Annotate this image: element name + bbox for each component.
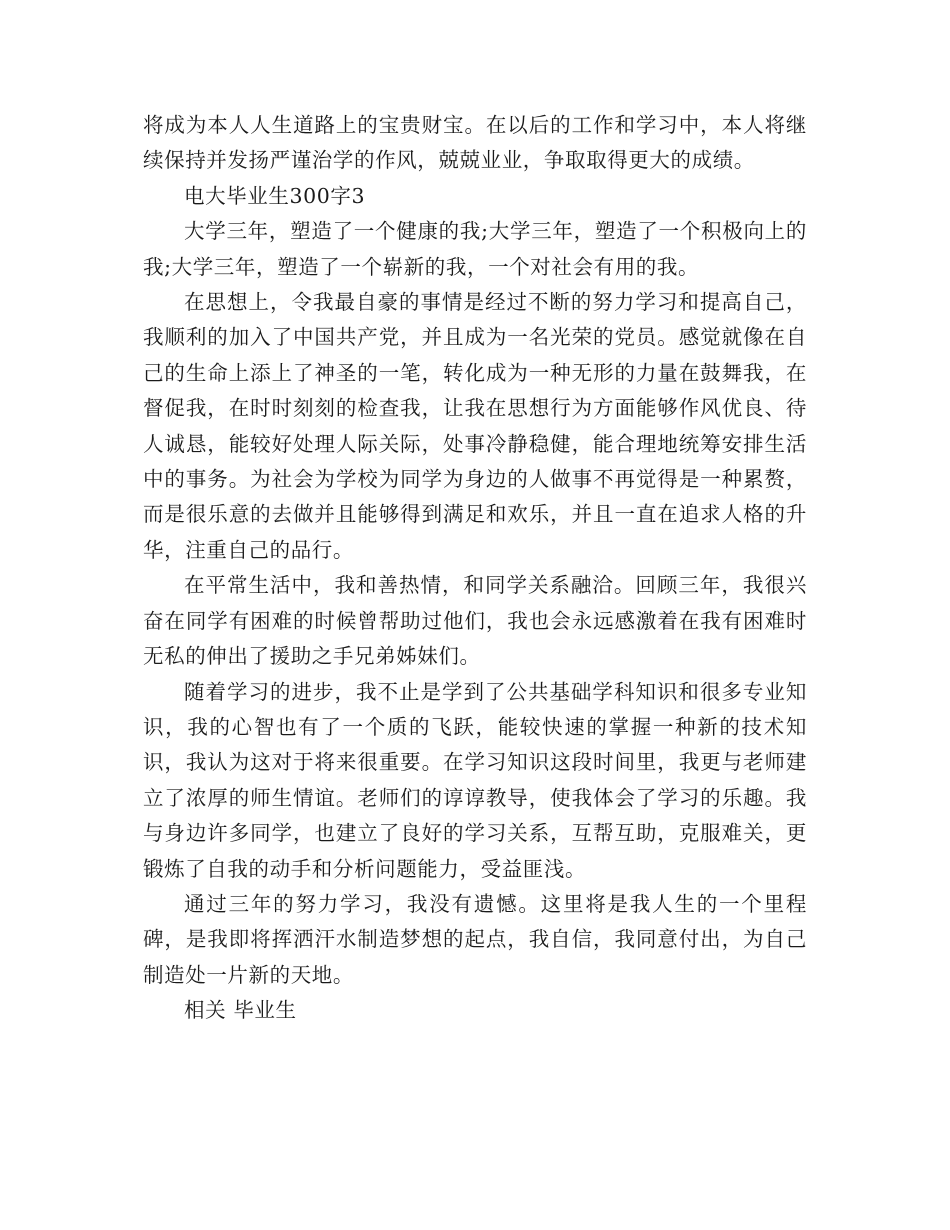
paragraph-thought: 在思想上，令我最自豪的事情是经过不断的努力学习和提高自己，我顺利的加入了中国共产党，并且成为一名光荣的党员。感觉就像在自己的生命上添上了神圣的一笔，转化成为一种无形的力量在鼓舞我，在督促我，在时时刻刻的检查我，让我在思想行为方面能够作风优良、待人诚恳，能较好处理人际关际，处事冷静稳健，能合理地统筹安排生活中的事务。为社会为学校为同学为身边的人做事不再觉得是一种累赘，而是很乐意的去做并且能够得到满足和欢乐，并且一直在追求人格的升华，注重自己的品行。 [143,290,807,562]
paragraph-intro: 大学三年，塑造了一个健康的我;大学三年，塑造了一个积极向上的我;大学三年，塑造了一个崭新的我，一个对社会有用的我。 [143,219,807,279]
section-heading: 电大毕业生300字3 [184,183,366,208]
document-body [143,108,807,1029]
paragraph-study: 随着学习的进步，我不止是学到了公共基础学科知识和很多专业知识，我的心智也有了一个质的飞跃，能较快速的掌握一种新的技术知识，我认为这对于将来很重要。在学习知识这段时间里，我更与老师建立了浓厚的师生情谊。老师们的谆谆教导，使我体会了学习的乐趣。我与身边许多同学，也建立了良好的学习关系，互帮互助，克服难关，更锻炼了自我的动手和分析问题能力，受益匪浅。 [143,679,807,881]
paragraph-life: 在平常生活中，我和善热情，和同学关系融洽。回顾三年，我很兴奋在同学有困难的时候曾帮助过他们，我也会永远感激着在我有困难时无私的伸出了援助之手兄弟姊妹们。 [143,573,807,669]
related-label: 相关 毕业生 [184,998,297,1023]
paragraph-conclusion: 通过三年的努力学习，我没有遗憾。这里将是我人生的一个里程碑，是我即将挥洒汗水制造梦想的起点，我自信，我同意付出，为自己制造处一片新的天地。 [143,891,807,987]
paragraph-continuation: 将成为本人人生道路上的宝贵财宝。在以后的工作和学习中，本人将继续保持并发扬严谨治学的作风，兢兢业业，争取取得更大的成绩。 [143,113,807,173]
